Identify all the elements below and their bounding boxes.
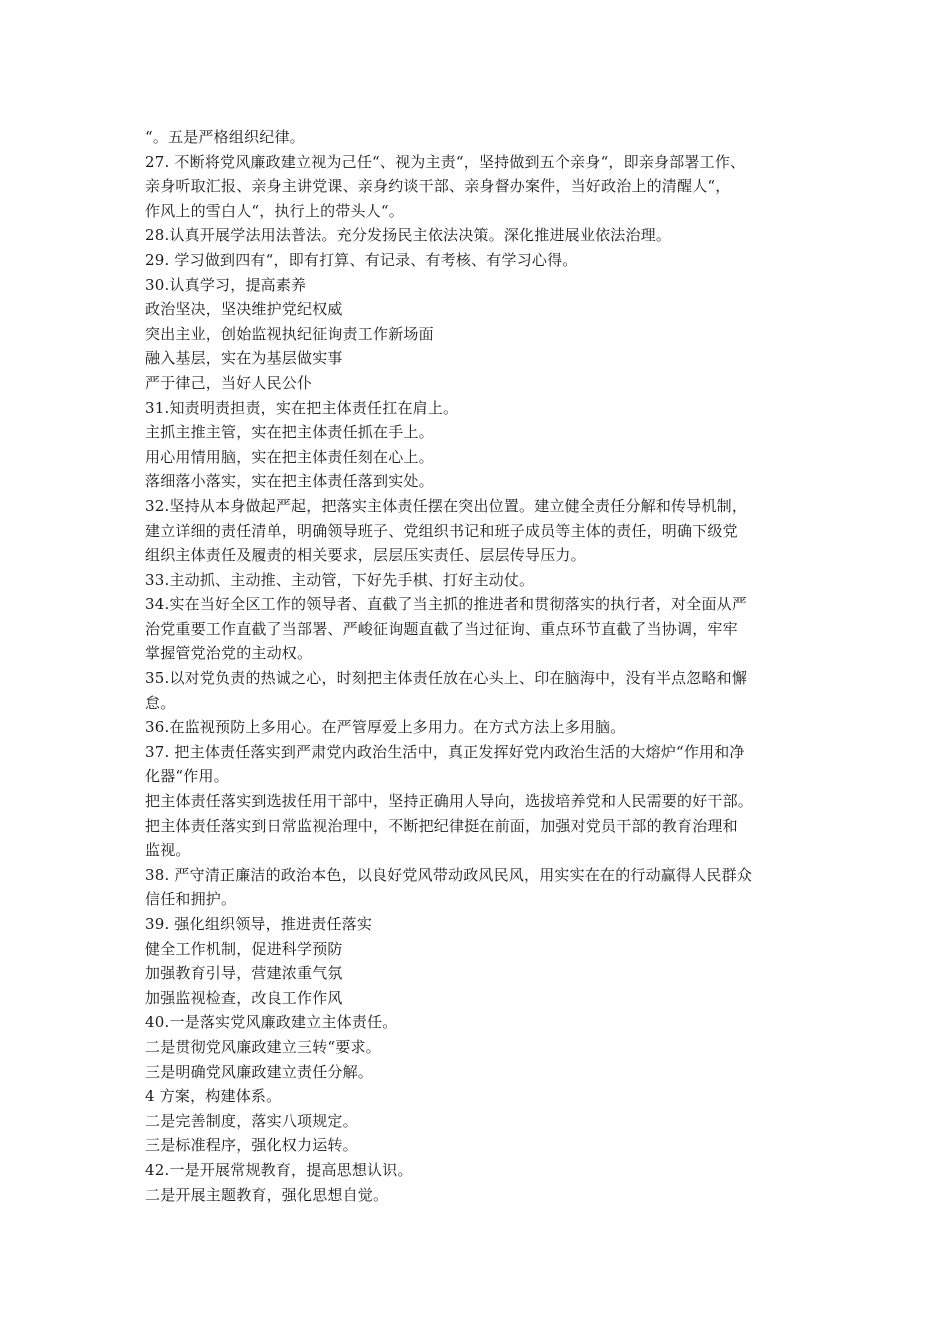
text-line: 二是完善制度，落实八项规定。 xyxy=(145,1111,358,1130)
text-line: 27. 不断将党风廉政建立视为己任“、视为主责“，坚持做到五个亲身“，即亲身部署工作、 xyxy=(145,152,746,171)
text-line: 33.主动抓、主动推、主动管，下好先手棋、打好主动仗。 xyxy=(145,570,535,589)
text-line: 严于律己，当好人民公仆 xyxy=(145,373,313,392)
text-line: 29. 学习做到四有“，即有打算、有记录、有考核、有学习心得。 xyxy=(145,250,578,269)
text-line: 健全工作机制，促进科学预防 xyxy=(145,939,343,958)
text-line: 建立详细的责任清单，明确领导班子、党组织书记和班子成员等主体的责任，明确下级党 xyxy=(145,521,738,540)
text-line: 二是开展主题教育，强化思想自觉。 xyxy=(145,1185,389,1204)
text-line: 政治坚决，坚决维护党纪权威 xyxy=(145,300,343,319)
text-line: 42.一是开展常规教育，提高思想认识。 xyxy=(145,1160,413,1179)
text-line: 4 方案，构建体系。 xyxy=(145,1087,282,1106)
text-line: 监视。 xyxy=(145,841,191,860)
text-line: 35.以对党负责的热诚之心，时刻把主体责任放在心头上、印在脑海中，没有半点忽略和懈 xyxy=(145,669,748,688)
text-line: 掌握管党治党的主动权。 xyxy=(145,644,313,663)
text-line: 38. 严守清正廉洁的政治本色，以良好党风带动政风民风，用实实在在的行动赢得人民群众 xyxy=(145,865,753,884)
text-line: “。五是严格组织纪律。 xyxy=(145,128,305,146)
text-line: 落细落小落实，实在把主体责任落到实处。 xyxy=(145,472,434,491)
text-line: 二是贯彻党风廉政建立三转“要求。 xyxy=(145,1037,381,1056)
text-line: 加强教育引导，营建浓重气氛 xyxy=(145,964,343,983)
text-line: 作风上的雪白人“，执行上的带头人“。 xyxy=(145,201,404,220)
text-line: 三是明确党风廉政建立责任分解。 xyxy=(145,1062,374,1081)
text-line: 用心用情用脑，实在把主体责任刻在心上。 xyxy=(145,447,434,466)
text-line: 30.认真学习，提高素养 xyxy=(145,275,307,294)
text-line: 28.认真开展学法用法普法。充分发扬民主依法决策。深化推进展业依法治理。 xyxy=(145,226,672,245)
document-body xyxy=(145,125,817,1207)
text-line: 40.一是落实党风廉政建立主体责任。 xyxy=(145,1013,398,1032)
text-line: 把主体责任落实到日常监视治理中，不断把纪律挺在前面，加强对党员干部的教育治理和 xyxy=(145,816,738,835)
text-line: 34.实在当好全区工作的领导者、直截了当主抓的推进者和贯彻落实的执行者，对全面从严 xyxy=(145,595,748,614)
text-line: 信任和拥护。 xyxy=(145,890,237,909)
text-line: 怠。 xyxy=(145,693,176,712)
text-line: 突出主业，创始监视执纪征询责工作新场面 xyxy=(145,324,434,343)
text-line: 治党重要工作直截了当部署、严峻征询题直截了当过征询、重点环节直截了当协调，牢牢 xyxy=(145,619,738,638)
text-line: 32.坚持从本身做起严起，把落实主体责任摆在突出位置。建立健全责任分解和传导机制， xyxy=(145,496,748,515)
text-line: 31.知责明责担责，实在把主体责任扛在肩上。 xyxy=(145,398,459,417)
text-line: 融入基层，实在为基层做实事 xyxy=(145,349,343,368)
text-line: 把主体责任落实到选拔任用干部中，坚持正确用人导向，选拔培养党和人民需要的好干部。 xyxy=(145,792,754,811)
text-line: 加强监视检查，改良工作作风 xyxy=(145,988,343,1007)
text-line: 三是标准程序，强化权力运转。 xyxy=(145,1136,358,1155)
text-line: 化器“作用。 xyxy=(145,767,229,786)
text-line: 组织主体责任及履责的相关要求，层层压实责任、层层传导压力。 xyxy=(145,546,586,565)
text-line: 37. 把主体责任落实到严肃党内政治生活中，真正发挥好党内政治生活的大熔炉“作用和净 xyxy=(145,742,745,761)
text-line: 39. 强化组织领导，推进责任落实 xyxy=(145,915,373,933)
text-line: 36.在监视预防上多用心。在严管厚爱上多用力。在方式方法上多用脑。 xyxy=(145,718,626,737)
text-line: 亲身听取汇报、亲身主讲党课、亲身约谈干部、亲身督办案件，当好政治上的清醒人“， xyxy=(145,177,731,196)
text-line: 主抓主推主管，实在把主体责任抓在手上。 xyxy=(145,423,434,442)
